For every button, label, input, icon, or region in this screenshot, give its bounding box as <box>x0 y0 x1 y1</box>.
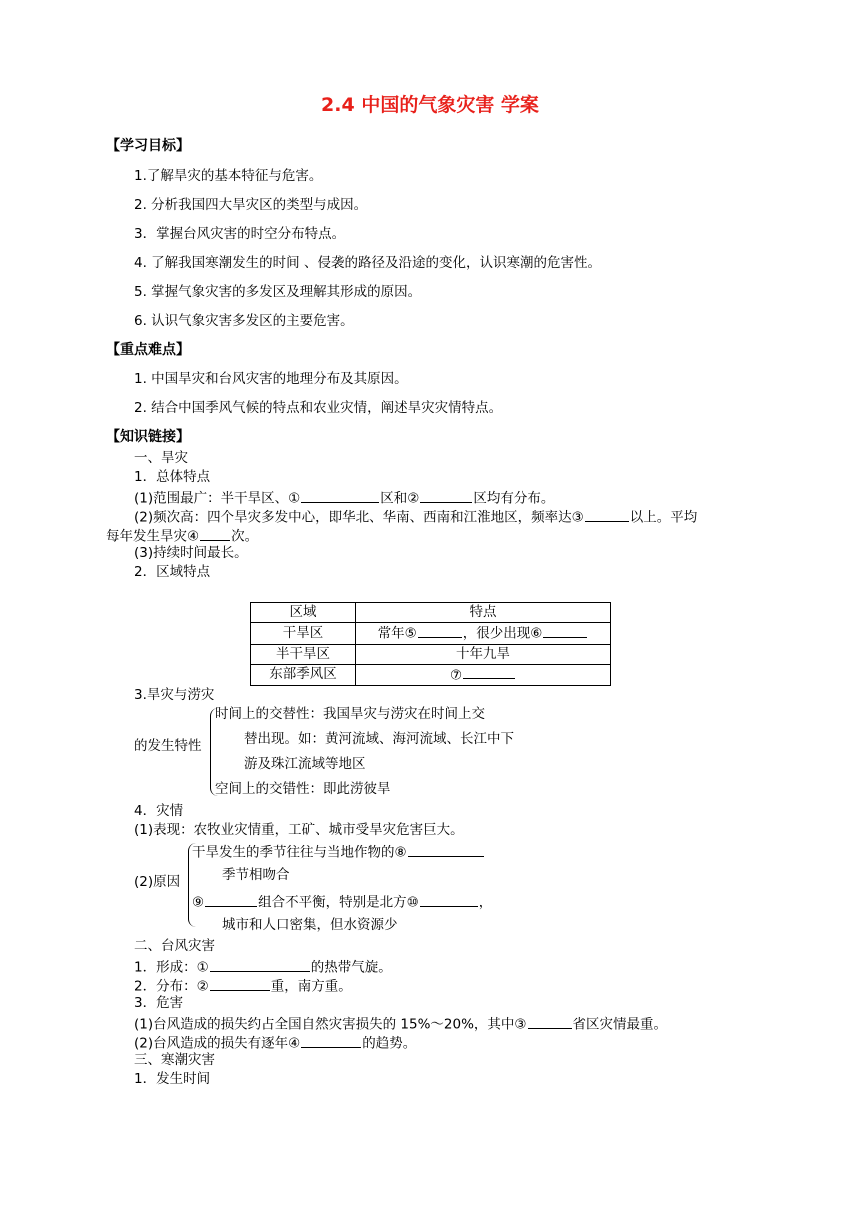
subsection-heading: 3.旱灾与涝灾 <box>134 687 215 703</box>
table-cell: 十年九旱 <box>356 644 611 664</box>
blank <box>200 526 230 541</box>
brace-label: 的发生特性 <box>134 738 202 754</box>
fill-line: 每年发生旱灾④ 次。 <box>106 526 258 545</box>
table-cell: 半干旱区 <box>251 644 356 664</box>
table-header: 区域 <box>251 603 356 623</box>
brace-item: 时间上的交替性：我国旱灾与涝灾在时间上交 <box>215 706 485 722</box>
fill-line: (3)持续时间最长。 <box>134 545 248 561</box>
blank <box>585 507 629 522</box>
brace-item: 城市和人口密集，但水资源少 <box>222 917 398 933</box>
blank <box>463 665 515 680</box>
subsection-heading: 二、台风灾害 <box>134 938 215 954</box>
blank <box>528 1014 572 1029</box>
subsection-heading: 2．区域特点 <box>134 564 211 580</box>
subsection-heading: 三、寒潮灾害 <box>134 1052 215 1068</box>
brace-item: 干旱发生的季节往往与当地作物的⑧ <box>192 842 485 861</box>
goal-item: 1.了解旱灾的基本特征与危害。 <box>134 168 323 184</box>
brace-item: ⑨ 组合不平衡，特别是北方⑩ ， <box>192 892 492 911</box>
subsection-heading: 4．灾情 <box>134 803 184 819</box>
region-table <box>250 602 611 686</box>
subsection-heading: 3．危害 <box>134 995 184 1011</box>
subsection-heading: 1．发生时间 <box>134 1071 211 1087</box>
blank <box>418 623 462 638</box>
table-cell: 东部季风区 <box>251 664 356 686</box>
brace-item: 游及珠江流域等地区 <box>244 756 366 772</box>
page-title: 2.4 中国的气象灾害 学案 <box>321 94 539 116</box>
goal-item: 6. 认识气象灾害多发区的主要危害。 <box>134 313 354 329</box>
table-row <box>251 603 611 623</box>
blank <box>205 892 257 907</box>
brace-item: 季节相吻合 <box>222 867 290 883</box>
fill-line: (2)台风造成的损失有逐年④ 的趋势。 <box>134 1033 416 1052</box>
table-row <box>251 623 611 645</box>
brace-label: (2)原因 <box>134 874 181 890</box>
fill-line: 1．形成：① 的热带气旋。 <box>134 957 392 976</box>
blank <box>210 976 270 991</box>
subsection-heading: 一、旱灾 <box>134 450 188 466</box>
subsection-heading: 1．总体特点 <box>134 469 211 485</box>
blank <box>420 892 478 907</box>
blank <box>408 842 484 857</box>
table-cell: ⑦ <box>356 664 611 686</box>
table-row <box>251 664 611 686</box>
brace-item: 空间上的交错性：即此涝彼旱 <box>215 781 391 797</box>
fill-line: (1)台风造成的损失约占全国自然灾害损失的 15%～20%，其中③ 省区灾情最重。 <box>134 1014 667 1033</box>
section-link-heading: 【知识链接】 <box>106 429 190 445</box>
table-cell: 干旱区 <box>251 623 356 645</box>
goal-item: 4. 了解我国寒潮发生的时间 、侵袭的路径及沿途的变化，认识寒潮的危害性。 <box>134 255 601 271</box>
fill-line: (2)频次高：四个旱灾多发中心，即华北、华南、西南和江淮地区，频率达③ 以上。平均 <box>134 507 697 526</box>
table-row <box>251 644 611 664</box>
blank <box>301 488 379 503</box>
table-header: 特点 <box>356 603 611 623</box>
fill-line: (1)范围最广：半干旱区、① 区和② 区均有分布。 <box>134 488 554 507</box>
brace-item: 替出现。如：黄河流域、海河流域、长江中下 <box>244 731 514 747</box>
fill-line: (1)表现：农牧业灾情重，工矿、城市受旱灾危害巨大。 <box>134 822 464 838</box>
goal-item: 5. 掌握气象灾害的多发区及理解其形成的原因。 <box>134 284 422 300</box>
blank <box>420 488 472 503</box>
key-item: 2. 结合中国季风气候的特点和农业灾情，阐述旱灾灾情特点。 <box>134 400 503 416</box>
goal-item: 2. 分析我国四大旱灾区的类型与成因。 <box>134 197 368 213</box>
blank <box>301 1033 361 1048</box>
blank <box>543 623 587 638</box>
goal-item: 3．掌握台风灾害的时空分布特点。 <box>134 226 346 242</box>
fill-line: 2．分布：② 重，南方重。 <box>134 976 352 995</box>
key-item: 1. 中国旱灾和台风灾害的地理分布及其原因。 <box>134 371 408 387</box>
table-cell: 常年⑤ ，很少出现⑥ <box>356 623 611 645</box>
blank <box>210 957 310 972</box>
section-goals-heading: 【学习目标】 <box>106 138 190 154</box>
section-key-heading: 【重点难点】 <box>106 342 190 358</box>
